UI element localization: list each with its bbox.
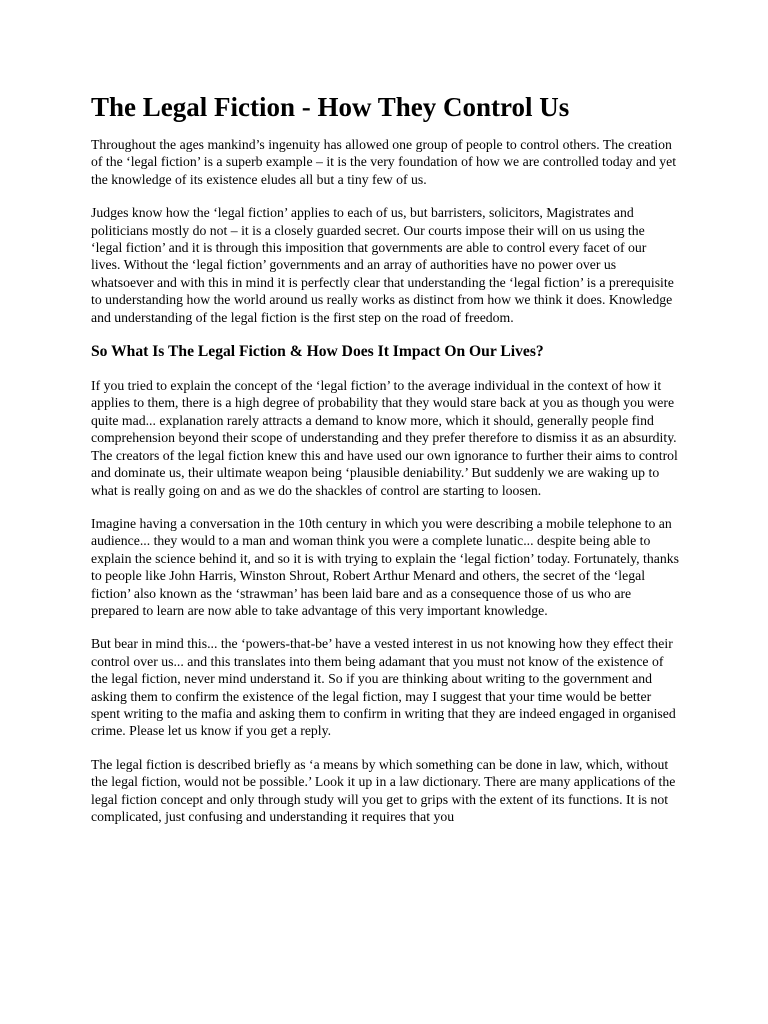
document-page [91, 90, 679, 841]
section-paragraph-3: But bear in mind this... the ‘powers-that-be’ have a vested interest in us not knowing how they effect their control over us... and this translates into them being adamant that you must not know of the existence of the legal fiction, never mind understand it. So if you are thinking about writing to the government and asking them to confirm the existence of the legal fiction, may I suggest that your time would be better spent writing to the mafia and asking them to confirm in writing that they are indeed engaged in organised crime. Please let us know if you get a reply. [91, 636, 676, 739]
intro-paragraph-2: Judges know how the ‘legal fiction’ applies to each of us, but barristers, solicitors, Magistrates and politicians mostly do not – it is a closely guarded secret. Our courts impose their will on us using the ‘legal fiction’ and it is through this imposition that governments are able to control every facet of our lives. Without the ‘legal fiction’ governments and an array of authorities have no power over us whatsoever and with this in mind it is perfectly clear that understanding the ‘legal fiction’ is a prerequisite to understanding how the world around us really works as distinct from how we think it does. Knowledge and understanding of the legal fiction is the first step on the road of freedom. [91, 205, 674, 325]
section-heading: So What Is The Legal Fiction & How Does It Impact On Our Lives? [91, 343, 544, 361]
section-paragraph-4: The legal fiction is described briefly as ‘a means by which something can be done in law, which, without the legal fiction, would not be possible.’ Look it up in a law dictionary. There are many applications of the legal fiction concept and only through study will you get to grips with the extent of its functions. It is not complicated, just confusing and understanding it requires that you [91, 756, 676, 824]
intro-paragraph-1: Throughout the ages mankind’s ingenuity has allowed one group of people to control others. The creation of the ‘legal fiction’ is a superb example – it is the very foundation of how we are controlled today and yet the knowledge of its existence eludes all but a tiny few of us. [91, 137, 677, 187]
document-title: The Legal Fiction - How They Control Us [91, 92, 570, 122]
section-paragraph-1: If you tried to explain the concept of the ‘legal fiction’ to the average individual in the context of how it applies to them, there is a high degree of probability that they would stare back at you as though you were quite mad... explanation rarely attracts a demand to know more, which it should, generally people find comprehension beyond their scope of understanding and they prefer therefore to dismiss it as an absurdity. The creators of the legal fiction knew this and have used our own ignorance to further their aims to control and dominate us, their ultimate weapon being ‘plausible deniability.’ But suddenly we are waking up to what is really going on and as we do the shackles of control are starting to loosen. [91, 378, 678, 498]
section-paragraph-2: Imagine having a conversation in the 10th century in which you were describing a mobile telephone to an audience... they would to a man and woman think you were a complete lunatic... despite being able to explain the science behind it, and so it is with trying to explain the ‘legal fiction’ today. Fortunately, thanks to people like John Harris, Winston Shrout, Robert Arthur Menard and others, the secret of the ‘legal fiction’ also known as the ‘strawman’ has been laid bare and as a consequence those of us who are prepared to learn are now able to take advantage of this very important knowledge. [91, 515, 679, 618]
